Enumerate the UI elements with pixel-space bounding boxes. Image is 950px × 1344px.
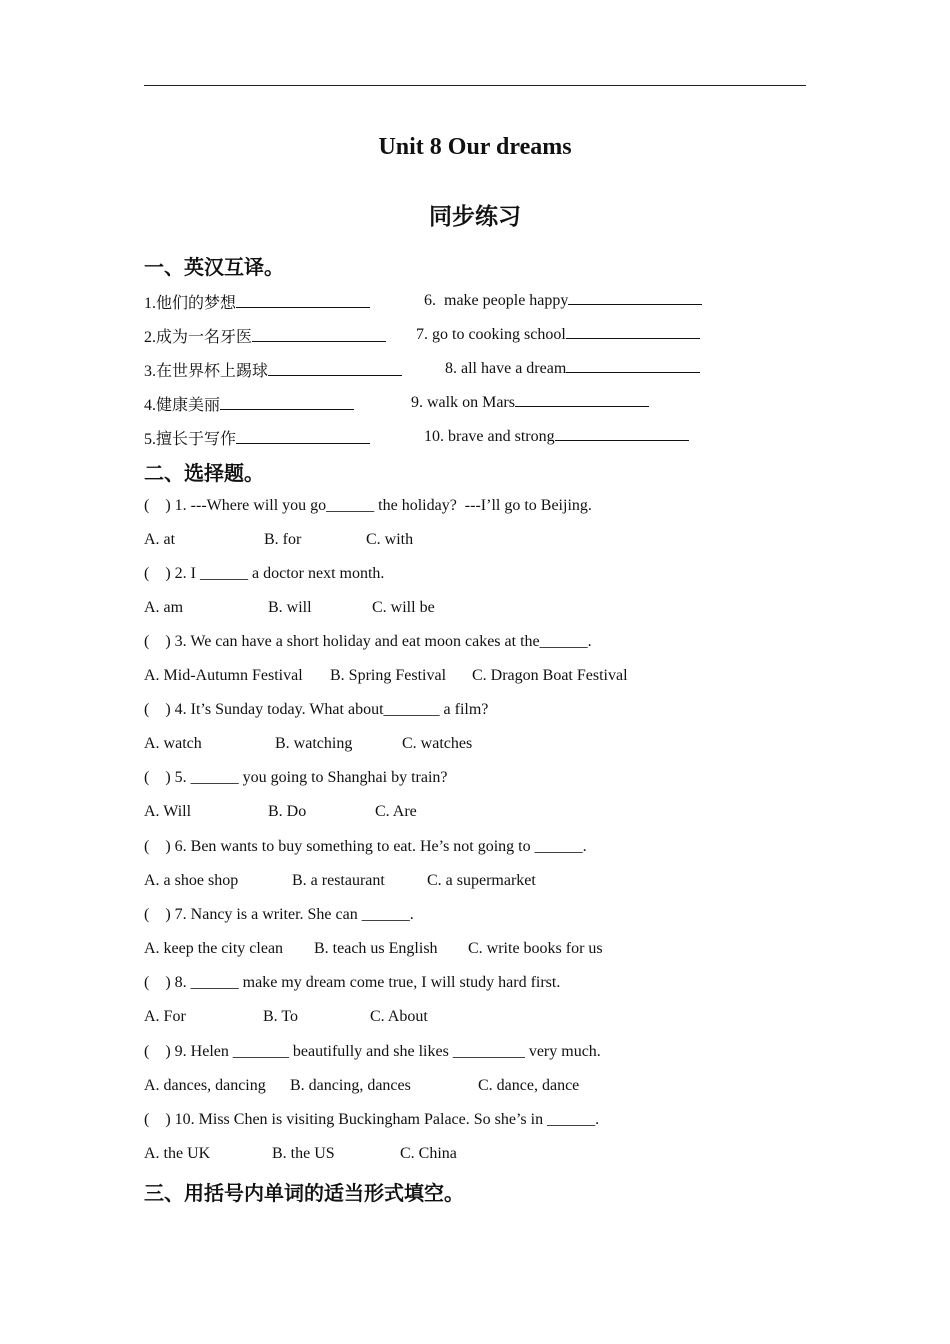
answer-blank (555, 426, 689, 441)
translate-item-2 (144, 324, 386, 347)
question-8: ( ) 8. ______ make my dream come true, I will study hard first. (144, 974, 561, 991)
option-a: A. keep the city clean (144, 940, 284, 957)
question-9: ( ) 9. Helen _______ beautifully and she likes _________ very much. (144, 1043, 601, 1060)
option-c: C. China (400, 1145, 457, 1162)
option-b: B. will (268, 599, 312, 616)
translate-prompt: 6. make people happy (424, 292, 569, 309)
translate-item-3 (144, 358, 402, 381)
answer-blank (268, 361, 402, 376)
question-1: ( ) 1. ---Where will you go______ the holiday? ---I’ll go to Beijing. (144, 497, 592, 514)
translate-prompt: 7. go to cooking school (416, 326, 566, 343)
answer-blank (252, 327, 386, 342)
option-c: C. Dragon Boat Festival (472, 667, 628, 684)
translate-prompt: 10. brave and strong (424, 428, 555, 445)
option-b: B. teach us English (314, 940, 438, 957)
answer-blank (515, 392, 649, 407)
translate-item-6 (424, 290, 702, 310)
translate-item-8 (445, 358, 700, 378)
option-b: B. To (263, 1008, 299, 1025)
option-a: A. dances, dancing (144, 1077, 266, 1094)
translate-item-1 (144, 290, 370, 313)
answer-blank (236, 293, 370, 308)
question-6: ( ) 6. Ben wants to buy something to eat. He’s not going to ______. (144, 838, 587, 855)
option-a: A. the UK (144, 1145, 211, 1162)
option-c: C. write books for us (468, 940, 603, 957)
answer-blank (236, 429, 370, 444)
translate-prompt: 4.健康美丽 (144, 397, 221, 414)
translate-prompt: 5.擅长于写作 (144, 431, 237, 448)
option-c: C. will be (372, 599, 435, 616)
translate-prompt: 3.在世界杯上踢球 (144, 363, 269, 380)
question-10: ( ) 10. Miss Chen is visiting Buckingham Palace. So she’s in ______. (144, 1111, 600, 1128)
translate-item-5 (144, 426, 370, 449)
option-a: A. a shoe shop (144, 872, 239, 889)
answer-blank (566, 324, 700, 339)
section2-heading: 二、选择题。 (144, 461, 264, 485)
page-title: Unit 8 Our dreams (378, 134, 572, 160)
option-c: C. a supermarket (427, 872, 536, 889)
option-a: A. Will (144, 803, 192, 820)
option-c: C. dance, dance (478, 1077, 580, 1094)
section1-heading: 一、英汉互译。 (144, 255, 284, 279)
answer-blank (566, 358, 700, 373)
option-c: C. Are (375, 803, 417, 820)
answer-blank (220, 395, 354, 410)
option-b: B. Spring Festival (330, 667, 447, 684)
option-a: A. For (144, 1008, 186, 1025)
header-rule (144, 85, 806, 86)
section3-heading: 三、用括号内单词的适当形式填空。 (144, 1181, 464, 1205)
translate-item-4 (144, 392, 354, 415)
translate-item-10 (424, 426, 689, 446)
translate-item-9 (411, 392, 649, 412)
question-2: ( ) 2. I ______ a doctor next month. (144, 565, 385, 582)
option-b: B. watching (275, 735, 353, 752)
option-a: A. at (144, 531, 176, 548)
option-b: B. Do (268, 803, 307, 820)
option-b: B. dancing, dances (290, 1077, 411, 1094)
option-c: C. with (366, 531, 414, 548)
option-a: A. watch (144, 735, 202, 752)
option-b: B. for (264, 531, 302, 548)
option-c: C. About (370, 1008, 428, 1025)
option-b: B. a restaurant (292, 872, 385, 889)
option-b: B. the US (272, 1145, 335, 1162)
option-a: A. am (144, 599, 184, 616)
question-5: ( ) 5. ______ you going to Shanghai by train? (144, 769, 448, 786)
translate-prompt: 8. all have a dream (445, 360, 567, 377)
option-a: A. Mid-Autumn Festival (144, 667, 303, 684)
translate-prompt: 2.成为一名牙医 (144, 329, 253, 346)
page-subtitle: 同步练习 (429, 204, 521, 230)
answer-blank (568, 290, 702, 305)
translate-prompt: 9. walk on Mars (411, 394, 515, 411)
translate-item-7 (416, 324, 700, 344)
question-7: ( ) 7. Nancy is a writer. She can ______. (144, 906, 414, 923)
question-3: ( ) 3. We can have a short holiday and eat moon cakes at the______. (144, 633, 592, 650)
option-c: C. watches (402, 735, 473, 752)
translate-prompt: 1.他们的梦想 (144, 295, 237, 312)
question-4: ( ) 4. It’s Sunday today. What about_______ a film? (144, 701, 489, 718)
